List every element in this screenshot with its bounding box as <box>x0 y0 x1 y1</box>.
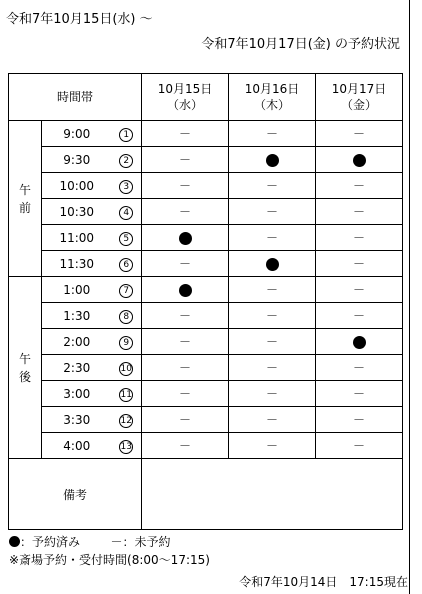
status-cell <box>316 147 403 173</box>
booked-dot-icon <box>353 336 366 349</box>
slot-number-cell <box>112 407 142 433</box>
table-row <box>9 355 403 381</box>
slot-number: 7 <box>119 284 133 298</box>
slot-number: 5 <box>119 232 133 246</box>
status-cell <box>229 251 316 277</box>
time-cell: 11:30 <box>42 251 112 277</box>
time-cell: 3:30 <box>42 407 112 433</box>
status-cell <box>316 277 403 303</box>
remarks-value <box>142 459 403 530</box>
table-row <box>9 199 403 225</box>
status-cell <box>229 173 316 199</box>
status-cell <box>229 277 316 303</box>
time-cell: 10:00 <box>42 173 112 199</box>
slot-number: 11 <box>120 389 132 400</box>
open-dash: － <box>179 257 192 271</box>
slot-number: 10 <box>120 363 132 374</box>
slot-number-cell <box>112 329 142 355</box>
slot-number: 1 <box>119 128 133 142</box>
open-dash: － <box>266 335 279 349</box>
status-cell <box>316 199 403 225</box>
open-dash: － <box>266 439 279 453</box>
booked-dot-icon <box>9 536 20 547</box>
table-row <box>9 303 403 329</box>
reservation-table <box>8 73 403 530</box>
booked-dot-icon <box>179 284 192 297</box>
status-cell <box>316 121 403 147</box>
time-cell: 4:00 <box>42 433 112 459</box>
slot-number-cell <box>112 381 142 407</box>
status-cell <box>229 381 316 407</box>
open-dash: － <box>179 439 192 453</box>
open-dash: － <box>266 413 279 427</box>
status-cell <box>316 433 403 459</box>
open-dash: － <box>179 335 192 349</box>
slot-number-cell <box>112 277 142 303</box>
status-cell <box>142 303 229 329</box>
open-dash: － <box>353 283 366 297</box>
slot-number: 13 <box>120 441 132 452</box>
status-cell <box>229 225 316 251</box>
open-dash: － <box>266 387 279 401</box>
open-dash: － <box>266 179 279 193</box>
day-date-2: 10月16日 <box>244 82 300 96</box>
day-date-1: 10月15日 <box>157 82 213 96</box>
slot-number: 8 <box>119 310 133 324</box>
status-cell <box>142 381 229 407</box>
status-cell <box>142 225 229 251</box>
day-weekday-3: （金） <box>341 98 378 112</box>
status-cell <box>229 147 316 173</box>
time-cell: 9:30 <box>42 147 112 173</box>
open-dash: － <box>353 179 366 193</box>
open-dash: － <box>353 361 366 375</box>
status-cell <box>142 173 229 199</box>
open-dash: － <box>179 413 192 427</box>
slot-number-cell <box>112 147 142 173</box>
status-cell <box>142 121 229 147</box>
status-cell <box>316 251 403 277</box>
status-cell <box>229 303 316 329</box>
slot-number-cell <box>112 199 142 225</box>
as-of-timestamp: 令和7年10月14日 17:15現在 <box>239 575 408 589</box>
status-cell <box>142 147 229 173</box>
day-header-3 <box>316 74 403 121</box>
slot-number: 12 <box>120 415 132 426</box>
legend-open: －：未予約 <box>110 535 171 549</box>
period-label: 午 前 <box>9 121 42 277</box>
booked-dot-icon <box>266 258 279 271</box>
open-dash: － <box>179 387 192 401</box>
table-row <box>9 277 403 303</box>
time-cell: 1:30 <box>42 303 112 329</box>
status-cell <box>229 407 316 433</box>
slot-number-cell <box>112 355 142 381</box>
open-dash: － <box>266 283 279 297</box>
open-dash: － <box>179 205 192 219</box>
status-cell <box>316 303 403 329</box>
open-dash: － <box>353 387 366 401</box>
status-cell <box>316 407 403 433</box>
open-dash: － <box>266 231 279 245</box>
open-dash: － <box>179 179 192 193</box>
legend-line <box>9 533 171 550</box>
date-range-start: 令和7年10月15日(水) ～ <box>6 12 153 27</box>
slot-number-cell <box>112 303 142 329</box>
open-dash: － <box>179 309 192 323</box>
time-cell: 2:00 <box>42 329 112 355</box>
open-dash: － <box>179 127 192 141</box>
day-header-1 <box>142 74 229 121</box>
open-dash: － <box>179 153 192 167</box>
day-weekday-2: （木） <box>254 98 291 112</box>
open-dash: － <box>179 361 192 375</box>
status-cell <box>316 381 403 407</box>
remarks-label: 備考 <box>9 459 142 530</box>
status-cell <box>316 355 403 381</box>
table-row <box>9 407 403 433</box>
legend-booked: ：予約済み <box>20 535 81 549</box>
slot-number-cell <box>112 433 142 459</box>
date-range-end: 令和7年10月17日(金) の予約状況 <box>201 37 400 52</box>
table-row <box>9 381 403 407</box>
status-cell <box>142 433 229 459</box>
open-dash: － <box>353 309 366 323</box>
table-row <box>9 225 403 251</box>
slot-number: 3 <box>119 180 133 194</box>
table-row <box>9 147 403 173</box>
period-label: 午 後 <box>9 277 42 459</box>
table-row <box>9 251 403 277</box>
slot-number-cell <box>112 121 142 147</box>
slot-number: 2 <box>119 154 133 168</box>
time-slot-header: 時間帯 <box>9 74 142 121</box>
remarks-row <box>9 459 403 530</box>
open-dash: － <box>266 309 279 323</box>
status-cell <box>229 121 316 147</box>
status-cell <box>316 225 403 251</box>
day-weekday-1: （水） <box>167 98 204 112</box>
status-cell <box>142 251 229 277</box>
status-cell <box>229 329 316 355</box>
slot-number-cell <box>112 173 142 199</box>
status-cell <box>229 433 316 459</box>
slot-number-cell <box>112 251 142 277</box>
status-cell <box>142 407 229 433</box>
slot-number: 4 <box>119 206 133 220</box>
day-header-2 <box>229 74 316 121</box>
time-cell: 2:30 <box>42 355 112 381</box>
open-dash: － <box>266 361 279 375</box>
booked-dot-icon <box>353 154 366 167</box>
slot-number-cell <box>112 225 142 251</box>
table-row <box>9 329 403 355</box>
open-dash: － <box>353 127 366 141</box>
status-cell <box>316 329 403 355</box>
open-dash: － <box>353 231 366 245</box>
status-cell <box>142 199 229 225</box>
status-cell <box>142 329 229 355</box>
booked-dot-icon <box>266 154 279 167</box>
status-cell <box>142 355 229 381</box>
open-dash: － <box>353 439 366 453</box>
booked-dot-icon <box>179 232 192 245</box>
table-row <box>9 433 403 459</box>
table-row <box>9 173 403 199</box>
time-cell: 1:00 <box>42 277 112 303</box>
open-dash: － <box>353 413 366 427</box>
time-cell: 10:30 <box>42 199 112 225</box>
day-date-3: 10月17日 <box>331 82 387 96</box>
slot-number: 6 <box>119 258 133 272</box>
status-cell <box>142 277 229 303</box>
open-dash: － <box>266 127 279 141</box>
slot-number: 9 <box>119 336 133 350</box>
table-body <box>9 121 403 530</box>
open-dash: － <box>353 257 366 271</box>
table-row <box>9 121 403 147</box>
time-cell: 11:00 <box>42 225 112 251</box>
time-cell: 3:00 <box>42 381 112 407</box>
reception-hours-note: ※斎場予約・受付時間(8:00～17:15) <box>9 553 210 567</box>
open-dash: － <box>266 205 279 219</box>
table-header-row <box>9 74 403 121</box>
open-dash: － <box>353 205 366 219</box>
time-cell: 9:00 <box>42 121 112 147</box>
status-cell <box>316 173 403 199</box>
status-cell <box>229 199 316 225</box>
status-cell <box>229 355 316 381</box>
